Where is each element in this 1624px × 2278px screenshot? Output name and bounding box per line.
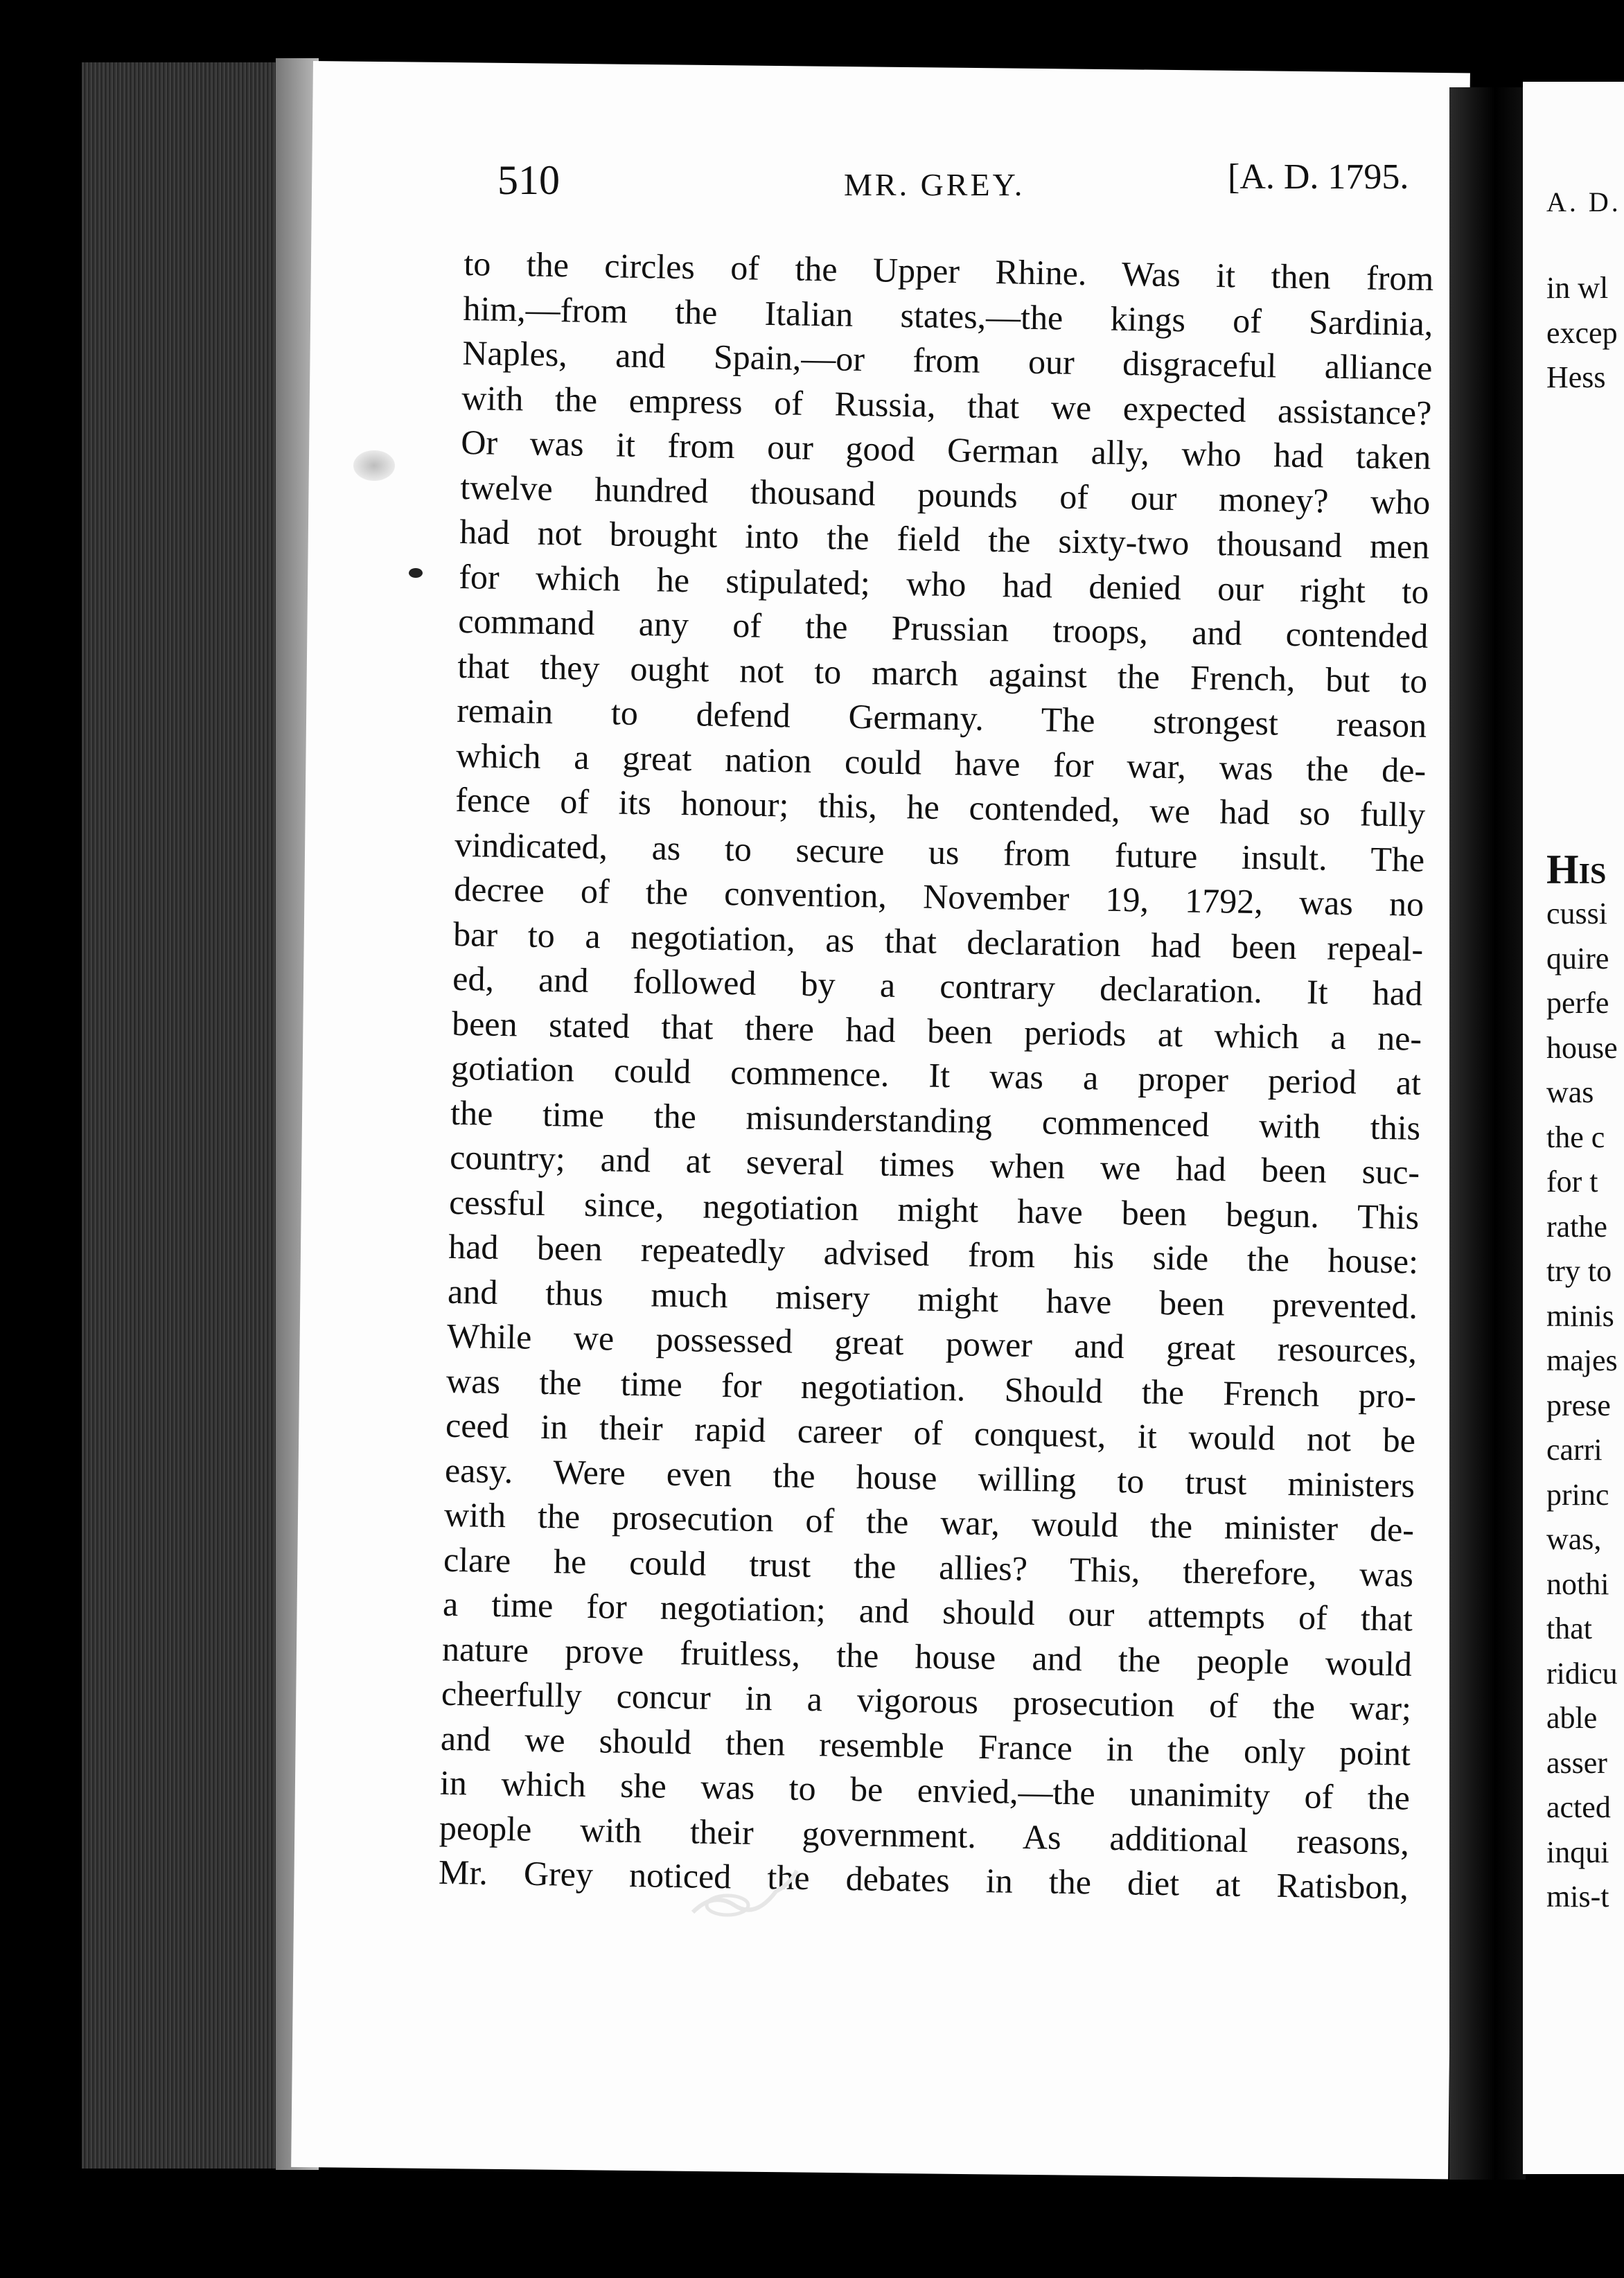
text-line: in which she was to be envied,—the unanimity of the <box>439 1763 1411 1817</box>
text-line: easy. Were even the house willing to trust ministers <box>444 1450 1415 1505</box>
text-line: ceed in their rapid career of conquest, it would not be <box>445 1405 1416 1460</box>
text-line: nature prove fruitless, the house and the people would <box>441 1629 1413 1684</box>
next-page-line: was <box>1546 1075 1594 1109</box>
next-page-line: minis <box>1546 1298 1614 1333</box>
text-line: vindicated, as to secure us from future insult. The <box>454 824 1425 879</box>
text-line: to the circles of the Upper Rhine. Was it then from <box>464 243 1434 298</box>
text-line: gotiation could commence. It was a proper period at <box>450 1048 1422 1102</box>
text-line: a time for negotiation; and should our attempts of that <box>442 1584 1413 1639</box>
next-page-line <box>1546 758 1618 803</box>
text-line: ed, and followed by a contrary declaration. It had <box>452 958 1423 1013</box>
text-line: decree of the convention, November 19, 1792, was no <box>453 869 1424 924</box>
text-line: cheerfully concur in a vigorous prosecution of the war; <box>441 1673 1412 1728</box>
text-line: twelve hundred thousand pounds of our money? who <box>459 467 1431 522</box>
text-line: people with their government. As additional reasons, <box>439 1808 1410 1862</box>
next-page-line <box>1546 579 1618 624</box>
next-page-line <box>1546 534 1618 579</box>
next-page-line: that <box>1546 1612 1592 1645</box>
next-page-line <box>1546 490 1618 535</box>
next-page-line <box>1546 669 1618 714</box>
next-page-line: His <box>1546 846 1607 892</box>
text-line: country; and at several times when we had been suc- <box>449 1137 1420 1192</box>
next-page-line: the c <box>1546 1120 1605 1154</box>
next-page-line: was, <box>1546 1522 1602 1556</box>
text-line: Naples, and Spain,—or from our disgraceful alliance <box>462 333 1433 387</box>
text-line: been stated that there had been periods at which a ne- <box>451 1003 1422 1058</box>
text-line: command any of the Prussian troops, and contended <box>457 601 1429 655</box>
next-page-text <box>1546 266 1618 1920</box>
next-page-line: for t <box>1546 1165 1598 1199</box>
next-page-line: mis-t <box>1546 1880 1609 1914</box>
running-head: MR. GREY. <box>844 167 1025 202</box>
next-page-line: house <box>1546 1030 1618 1065</box>
text-line: clare he could trust the allies? This, therefore, was <box>443 1539 1414 1594</box>
next-page-line: inqui <box>1546 1835 1609 1869</box>
next-page-line: in wl <box>1546 271 1609 305</box>
ink-dot <box>409 568 423 578</box>
text-line: the time the misunderstanding commenced with this <box>450 1093 1421 1147</box>
text-line: had been repeatedly advised from his side the house: <box>448 1226 1419 1281</box>
text-line: Mr. Grey noticed the debates in the diet at Ratisbon, <box>438 1852 1409 1907</box>
text-line: Or was it from our good German ally, who had taken <box>461 422 1431 477</box>
next-page-line: carri <box>1546 1433 1603 1467</box>
next-page-line: quire <box>1546 941 1609 975</box>
book-gutter <box>1449 87 1526 2180</box>
next-page-line <box>1546 400 1618 445</box>
text-line: and we should then resemble France in the only point <box>440 1718 1411 1773</box>
next-page-line: excep <box>1546 315 1618 350</box>
text-line: fence of its honour; this, he contended, we had so fully <box>454 779 1426 834</box>
next-page-line: Hess <box>1546 360 1606 394</box>
text-line: him,—from the Italian states,—the kings of Sardinia, <box>463 288 1433 343</box>
text-line: with the empress of Russia, that we expected assistance? <box>461 378 1432 432</box>
next-page-line: majes <box>1546 1343 1618 1377</box>
next-page-line <box>1546 802 1618 847</box>
body-text <box>439 241 1434 1909</box>
next-page-line: able <box>1546 1701 1598 1735</box>
next-page-line <box>1546 445 1618 490</box>
next-page-line <box>1546 713 1618 758</box>
text-line: was the time for negotiation. Should the French pro- <box>445 1361 1417 1415</box>
text-line: remain to defend Germany. The strongest reason <box>456 690 1427 745</box>
next-page-header: A. D. <box>1546 186 1621 218</box>
date-head: [A. D. 1795. <box>1228 157 1409 197</box>
text-line: bar to a negotiation, as that declaration had been repeal- <box>452 914 1424 969</box>
next-page-line: princ <box>1546 1477 1609 1512</box>
text-line: had not brought into the field the sixty-two thousand men <box>459 511 1430 566</box>
next-page-line: perfe <box>1546 986 1609 1020</box>
next-page-line <box>1546 624 1618 669</box>
text-line: cessful since, negotiation might have been begun. This <box>448 1182 1420 1237</box>
text-line: and thus much misery might have been prevented. <box>447 1271 1418 1326</box>
next-page-line: cussi <box>1546 897 1607 930</box>
page-number: 510 <box>497 157 560 203</box>
library-stamp-mark <box>686 1864 811 1926</box>
next-page-line: nothi <box>1546 1566 1609 1601</box>
next-page-line: ridicu <box>1546 1656 1618 1690</box>
text-line: While we possessed great power and great resources, <box>446 1316 1418 1370</box>
text-line: which a great nation could have for war, was the de- <box>455 735 1427 790</box>
next-page-line: rathe <box>1546 1209 1607 1244</box>
next-page-line: asser <box>1546 1745 1607 1780</box>
text-line: for which he stipulated; who had denied our right to <box>458 556 1429 611</box>
next-page-line: acted <box>1546 1790 1611 1824</box>
ink-smudge <box>353 450 395 481</box>
next-page-line: prese <box>1546 1388 1611 1422</box>
text-line: with the prosecution of the war, would the minister de- <box>443 1494 1415 1549</box>
next-page-line: try to <box>1546 1254 1612 1288</box>
text-line: that they ought not to march against the French, but to <box>457 646 1428 700</box>
